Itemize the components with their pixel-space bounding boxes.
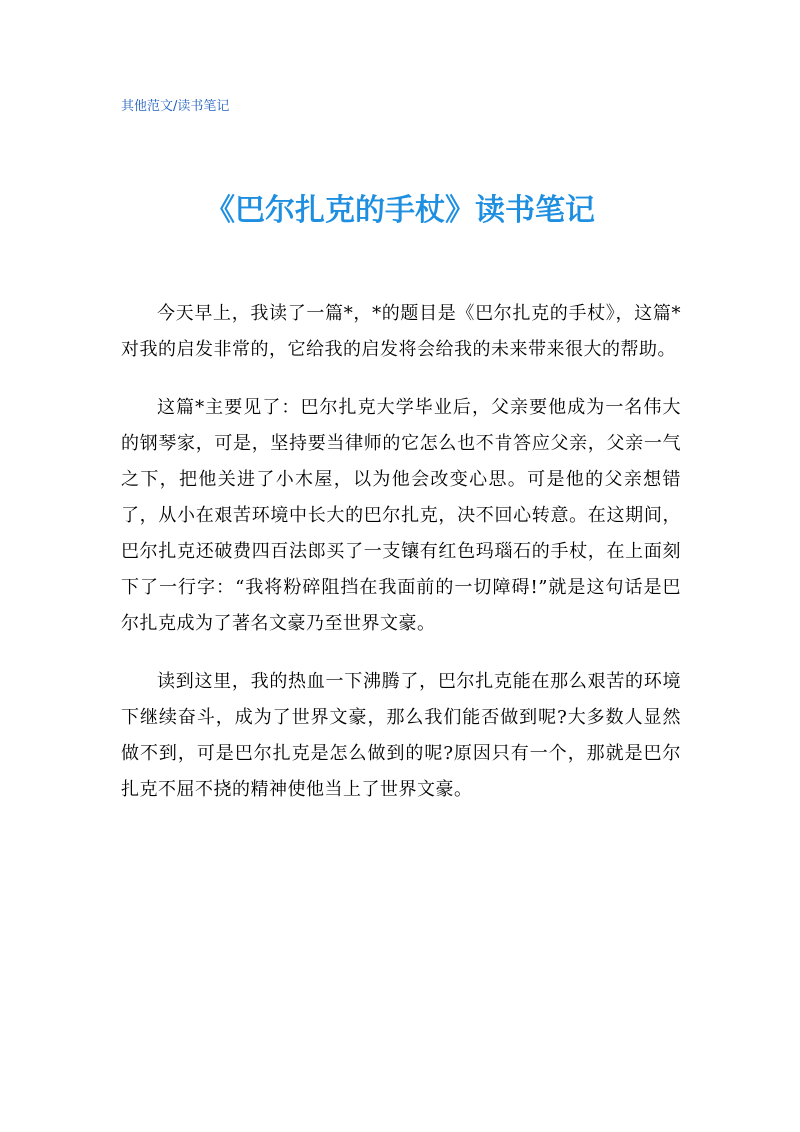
breadcrumb[interactable]: 其他范文/读书笔记 <box>121 99 230 114</box>
page-title: 《巴尔扎克的手杖》读书笔记 <box>205 193 595 228</box>
paragraph-1: 今天早上，我读了一篇*，*的题目是《巴尔扎克的手杖》，这篇*对我的启发非常的，它给我的启发将会给我的未来带来很大的帮助。 <box>121 303 681 360</box>
paragraph-2: 这篇*主要见了：巴尔扎克大学毕业后，父亲要他成为一名伟大的钢琴家，可是，坚持要当律师的它怎么也不肯答应父亲，父亲一气之下，把他关进了小木屋，以为他会改变心思。可是他的父亲想错了，从小在艰苦环境中长大的巴尔扎克，决不回心转意。在这期间，巴尔扎克还破费四百法郎买了一支镶有红色玛瑙石的手杖，在上面刻下了一行字：“我将粉碎阻挡在我面前的一切障碍!”就是这句话是巴尔扎克成为了著名文豪乃至世界文豪。 <box>121 397 681 634</box>
article-body <box>121 296 681 830</box>
paragraph-3: 读到这里，我的热血一下沸腾了，巴尔扎克能在那么艰苦的环境下继续奋斗，成为了世界文豪，那么我们能否做到呢?大多数人显然做不到，可是巴尔扎克是怎么做到的呢?原因只有一个，那就是巴尔扎克不屈不挠的精神使他当上了世界文豪。 <box>121 671 681 800</box>
